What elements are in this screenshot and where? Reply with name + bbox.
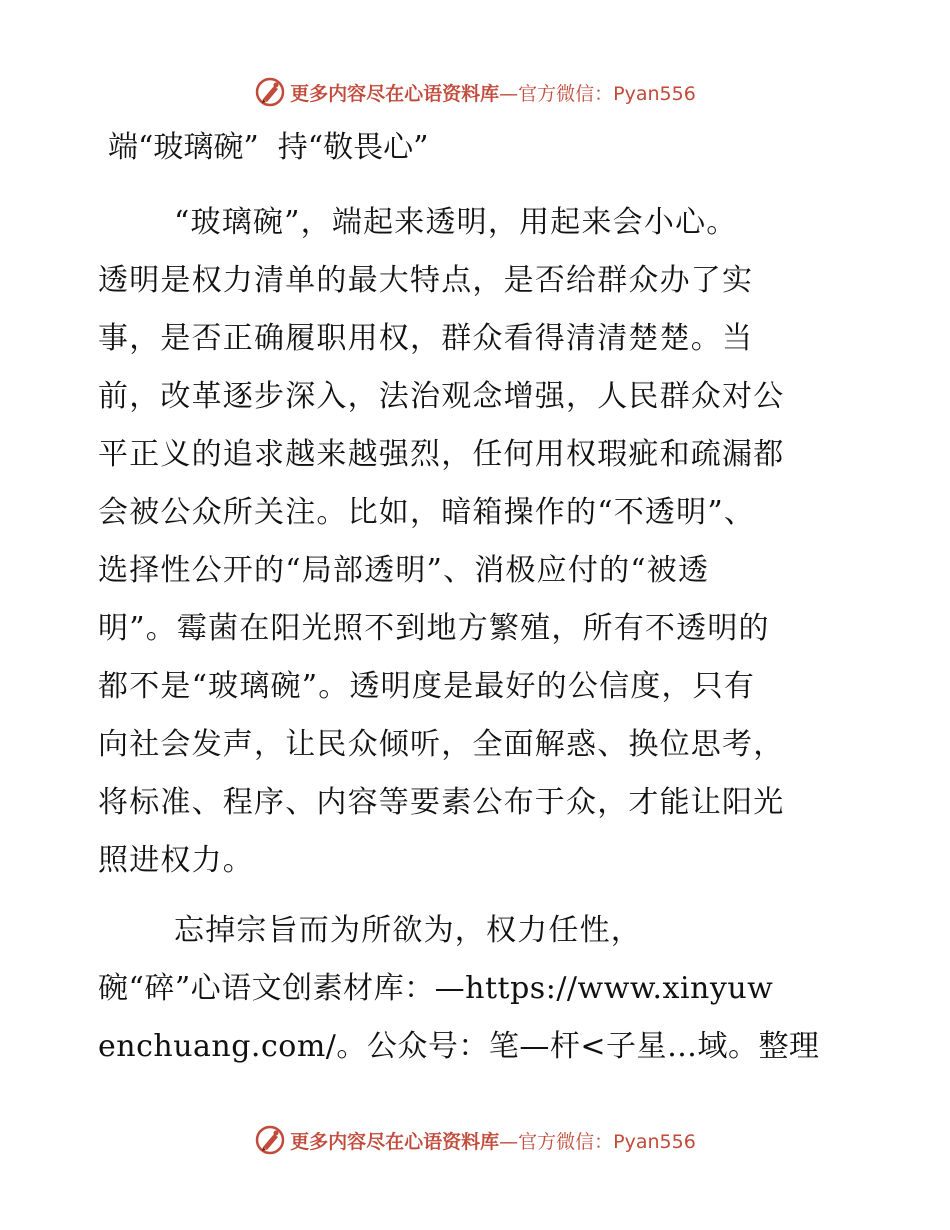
paragraph-1: [98, 194, 858, 890]
banner-title: 更多内容尽在心语资料库: [290, 82, 500, 105]
text-line: 会被公众所关注。比如，暗箱操作的“不透明”、: [98, 495, 756, 530]
banner-title: 更多内容尽在心语资料库: [290, 1130, 500, 1153]
text-line: 平正义的追求越来越强烈，任何用权瑕疵和疏漏都: [98, 437, 785, 472]
text-line: 向社会发声，让民众倾听，全面解惑、换位思考，: [98, 727, 785, 762]
text-line: 将标准、程序、内容等要素公布于众，才能让阳光: [98, 785, 785, 820]
banner-wechat: —官方微信：Pyan556: [499, 82, 696, 105]
text-line: 事，是否正确履职用权，群众看得清清楚楚。当: [98, 321, 754, 356]
text-line: 前，改革逐步深入，法治观念增强，人民群众对公: [98, 379, 785, 414]
pen-logo-icon: [254, 1124, 286, 1156]
paragraph-2: [98, 902, 858, 1076]
banner-wechat: —官方微信：Pyan556: [499, 1130, 696, 1153]
footer-banner: [0, 1120, 950, 1160]
header-banner: [0, 72, 950, 112]
text-line: 透明是权力清单的最大特点，是否给群众办了实: [98, 263, 754, 298]
text-line: 照进权力。: [98, 843, 254, 878]
text-line: “玻璃碗”，端起来透明，用起来会小心。: [174, 205, 738, 240]
text-line: 选择性公开的“局部透明”、消极应付的“被透: [98, 553, 710, 588]
text-line: 碗“碎”心语文创素材库：—https://www.xinyuw: [98, 971, 774, 1006]
text-line: enchuang.com/。公众号：笔—杆<子星…域。整理: [98, 1029, 820, 1064]
article-body: [98, 194, 858, 1076]
pen-logo-icon: [254, 76, 286, 108]
article-title: 端“玻璃碗” 持“敬畏心”: [108, 130, 429, 165]
text-line: 忘掉宗旨而为所欲为，权力任性，: [174, 913, 642, 948]
text-line: 都不是“玻璃碗”。透明度是最好的公信度，只有: [98, 669, 756, 704]
text-line: 明”。霉菌在阳光照不到地方繁殖，所有不透明的: [98, 611, 770, 646]
